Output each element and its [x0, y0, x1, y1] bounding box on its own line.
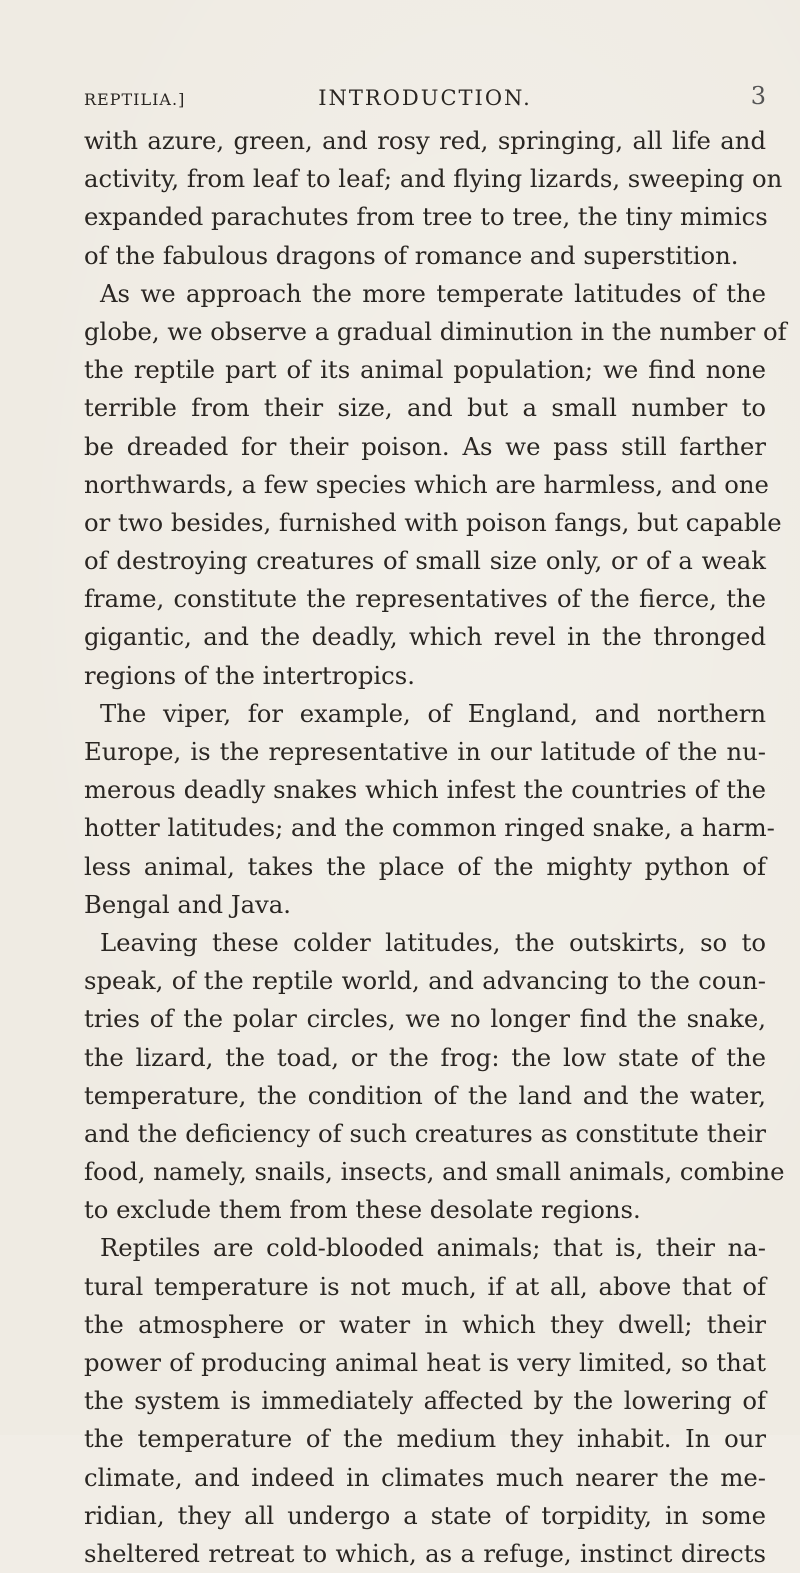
text-line: tural temperature is not much, if at all, above that of — [84, 1271, 766, 1301]
text-line: globe, we observe a gradual diminution in the number of — [84, 316, 787, 346]
text-line: the reptile part of its animal population; we find none — [84, 355, 766, 385]
text-line: northwards, a few species which are harmless, and one — [84, 469, 769, 499]
body-text — [84, 122, 787, 1573]
text-line: hotter latitudes; and the common ringed snake, a harm- — [84, 813, 775, 843]
text-line: expanded parachutes from tree to tree, the tiny mimics — [84, 202, 768, 232]
page-number: 3 — [750, 82, 766, 110]
text-line: less animal, takes the place of the mighty python of — [84, 851, 766, 881]
text-line: the lizard, the toad, or the frog: the low state of the — [84, 1042, 766, 1072]
text-line: temperature, the condition of the land and the water, — [84, 1080, 766, 1110]
text-line: Reptiles are cold-blooded animals; that is, their na- — [100, 1233, 766, 1263]
text-line: Bengal and Java. — [84, 889, 291, 919]
text-line: be dreaded for their poison. As we pass still farther — [84, 431, 766, 461]
text-line: and the deficiency of such creatures as constitute their — [84, 1118, 766, 1148]
text-line: Leaving these colder latitudes, the outskirts, so to — [100, 927, 766, 957]
text-line: or two besides, furnished with poison fangs, but capable — [84, 507, 782, 537]
text-line: of destroying creatures of small size only, or of a weak — [84, 546, 766, 576]
text-line: climate, and indeed in climates much nearer the me- — [84, 1462, 766, 1492]
text-line: sheltered retreat to which, as a refuge, instinct directs — [84, 1538, 766, 1568]
text-line: to exclude them from these desolate regions. — [84, 1195, 641, 1225]
text-line: ridian, they all undergo a state of torpidity, in some — [84, 1500, 766, 1530]
text-line: gigantic, and the deadly, which revel in the thronged — [84, 622, 766, 652]
text-line: with azure, green, and rosy red, springing, all life and — [84, 126, 766, 155]
text-line: tries of the polar circles, we no longer find the snake, — [84, 1004, 766, 1034]
text-line: the atmosphere or water in which they dwell; their — [84, 1309, 766, 1339]
text-line: food, namely, snails, insects, and small animals, combine — [84, 1157, 785, 1187]
text-line: The viper, for example, of England, and northern — [100, 698, 766, 728]
running-head — [84, 82, 766, 110]
text-line: of the fabulous dragons of romance and superstition. — [84, 240, 739, 270]
text-line: power of producing animal heat is very limited, so that — [84, 1348, 766, 1377]
text-line: activity, from leaf to leaf; and flying lizards, sweeping on — [84, 164, 783, 194]
text-line: the system is immediately affected by the lowering of — [84, 1386, 766, 1416]
text-line: frame, constitute the representatives of the fierce, the — [84, 584, 766, 614]
text-line: regions of the intertropics. — [84, 660, 415, 690]
text-line: the temperature of the medium they inhabit. In our — [84, 1424, 766, 1454]
text-line: terrible from their size, and but a small number to — [84, 393, 766, 423]
text-line: As we approach the more temperate latitudes of the — [100, 278, 766, 308]
text-line: merous deadly snakes which infest the countries of the — [84, 775, 766, 805]
page-title: INTRODUCTION. — [318, 86, 532, 110]
text-line: speak, of the reptile world, and advancing to the coun- — [84, 966, 766, 996]
section-label: REPTILIA.] — [84, 90, 186, 109]
text-line: Europe, is the representative in our latitude of the nu- — [84, 737, 766, 766]
